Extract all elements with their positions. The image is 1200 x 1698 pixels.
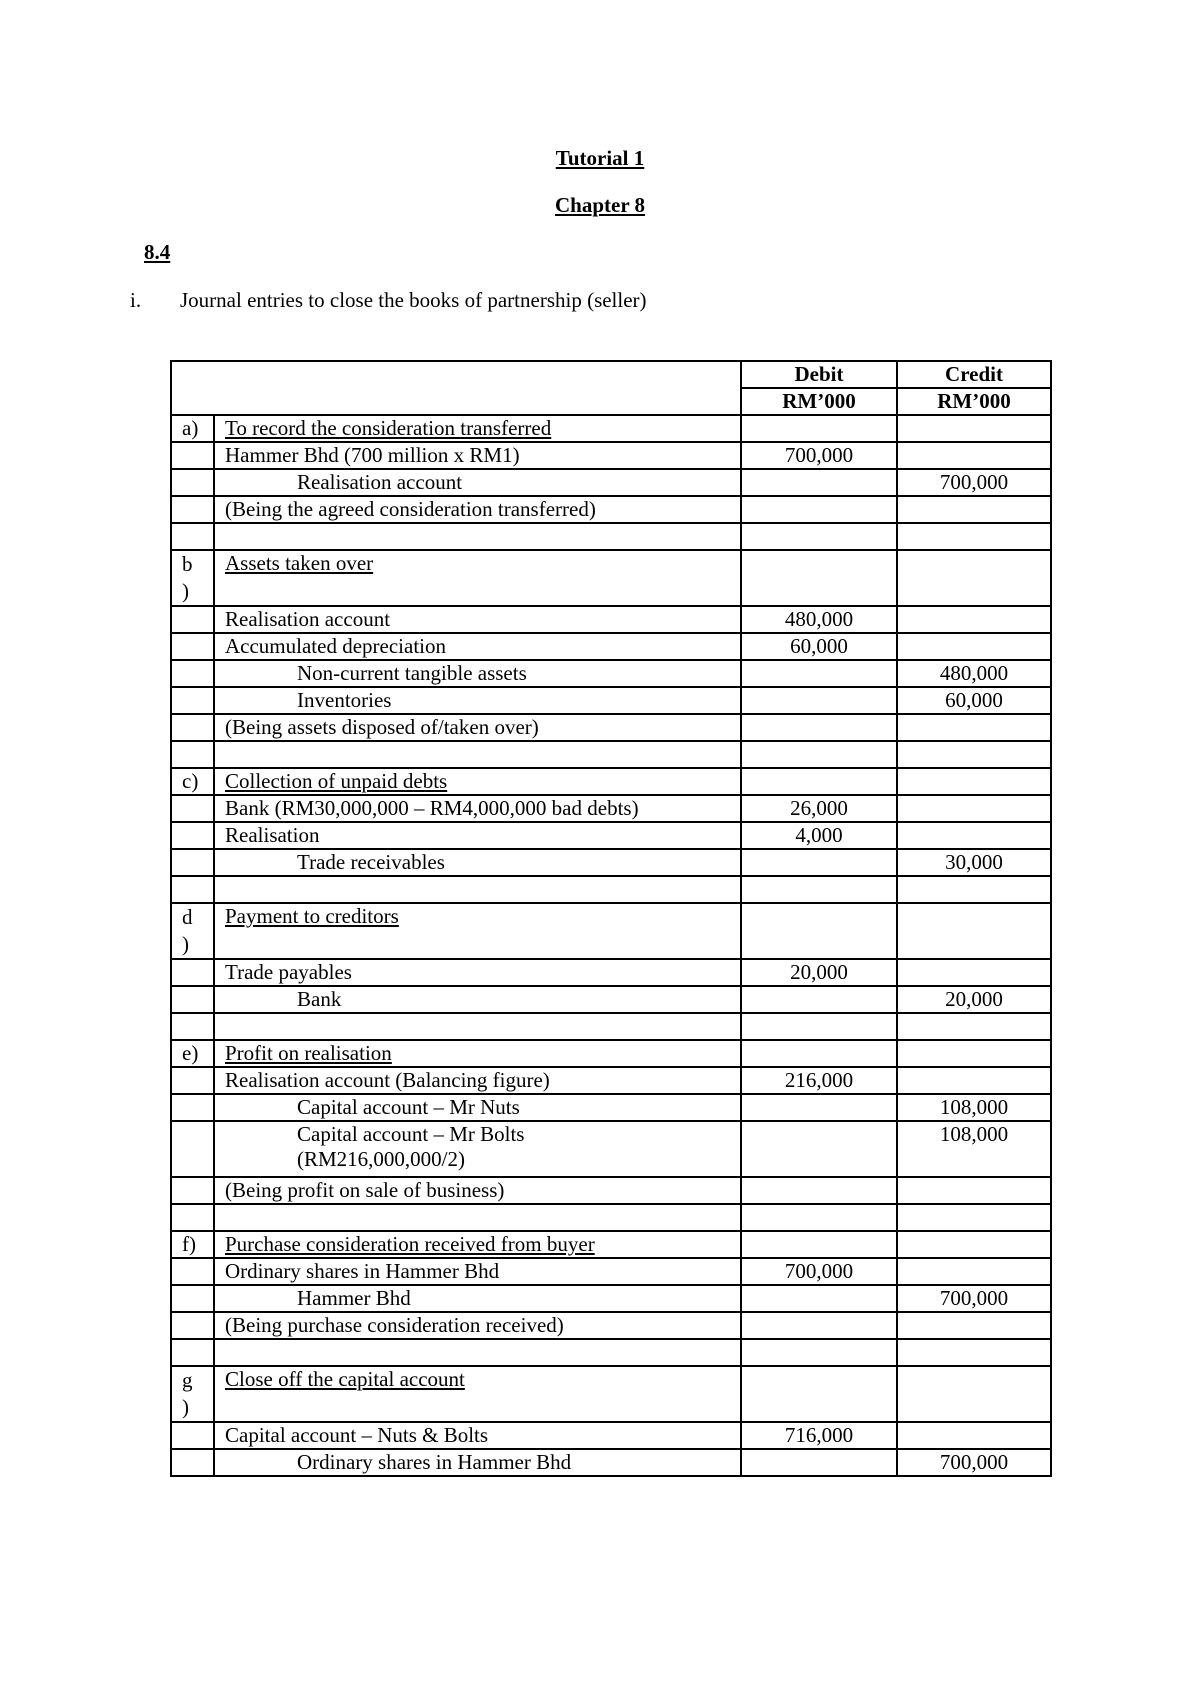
chapter-title: Chapter 8 — [554, 193, 646, 217]
debit-amount — [741, 1312, 897, 1339]
entry-label — [171, 1366, 214, 1422]
debit-amount: 20,000 — [741, 959, 897, 986]
section-number: 8.4 — [144, 240, 171, 264]
entry-description-text: Inventories — [297, 688, 392, 712]
entry-description-text: Accumulated depreciation — [225, 634, 446, 658]
debit-amount — [741, 1121, 897, 1177]
entry-description — [214, 550, 741, 606]
entry-description-text: (Being purchase consideration received) — [225, 1313, 564, 1337]
entry-description — [214, 1285, 741, 1312]
credit-amount: 480,000 — [897, 660, 1051, 687]
entry-description — [214, 903, 741, 959]
entry-description — [214, 1177, 741, 1204]
credit-amount — [897, 633, 1051, 660]
entry-label — [171, 523, 214, 550]
entry-label — [171, 876, 214, 903]
credit-amount: 700,000 — [897, 469, 1051, 496]
entry-description — [214, 1312, 741, 1339]
entry-label — [171, 1339, 214, 1366]
entry-description — [214, 768, 741, 795]
debit-amount — [741, 849, 897, 876]
debit-amount — [741, 550, 897, 606]
credit-amount: 700,000 — [897, 1449, 1051, 1476]
debit-amount: 700,000 — [741, 442, 897, 469]
credit-amount: 700,000 — [897, 1285, 1051, 1312]
entry-description-text: Capital account – Mr Nuts — [297, 1095, 520, 1119]
credit-amount — [897, 1339, 1051, 1366]
question-roman: i. — [130, 288, 142, 312]
debit-header: Debit — [741, 361, 897, 388]
debit-amount — [741, 986, 897, 1013]
entry-description — [214, 1121, 741, 1177]
journal-row — [171, 469, 1051, 496]
credit-amount — [897, 1204, 1051, 1231]
entry-description — [214, 822, 741, 849]
entry-description — [214, 606, 741, 633]
entry-label — [171, 741, 214, 768]
journal-row — [171, 1013, 1051, 1040]
entry-description-text: Bank — [297, 987, 342, 1011]
debit-amount: 716,000 — [741, 1422, 897, 1449]
entry-label — [171, 687, 214, 714]
entry-label-text: g ) — [182, 1368, 193, 1419]
entry-label — [171, 903, 214, 959]
debit-amount: 216,000 — [741, 1067, 897, 1094]
entry-description — [214, 959, 741, 986]
credit-amount — [897, 768, 1051, 795]
credit-amount — [897, 822, 1051, 849]
entry-label — [171, 660, 214, 687]
credit-amount — [897, 741, 1051, 768]
journal-row — [171, 1285, 1051, 1312]
debit-amount — [741, 903, 897, 959]
journal-row — [171, 660, 1051, 687]
credit-amount: 60,000 — [897, 687, 1051, 714]
journal-row — [171, 415, 1051, 442]
entry-label-text: b ) — [182, 552, 193, 603]
entry-description-text: Realisation — [225, 823, 320, 847]
journal-row — [171, 986, 1051, 1013]
entry-label — [171, 849, 214, 876]
journal-row — [171, 442, 1051, 469]
journal-body — [171, 415, 1051, 1476]
credit-amount: 30,000 — [897, 849, 1051, 876]
journal-row — [171, 903, 1051, 959]
debit-amount — [741, 469, 897, 496]
tutorial-title: Tutorial 1 — [555, 146, 645, 170]
credit-amount: 108,000 — [897, 1094, 1051, 1121]
journal-row — [171, 550, 1051, 606]
entry-label — [171, 606, 214, 633]
debit-amount: 4,000 — [741, 822, 897, 849]
entry-description-text: (Being assets disposed of/taken over) — [225, 715, 539, 739]
entry-description — [214, 523, 741, 550]
credit-amount — [897, 1067, 1051, 1094]
journal-table — [170, 360, 1052, 1477]
debit-amount — [741, 1339, 897, 1366]
entry-description-text: To record the consideration transferred — [225, 416, 552, 440]
credit-amount — [897, 1013, 1051, 1040]
entry-label — [171, 1121, 214, 1177]
entry-label — [171, 1285, 214, 1312]
entry-description-text: Realisation account — [297, 470, 463, 494]
journal-row — [171, 1422, 1051, 1449]
journal-row — [171, 1094, 1051, 1121]
entry-description-text: (Being profit on sale of business) — [225, 1178, 505, 1202]
credit-amount: 108,000 — [897, 1121, 1051, 1177]
header-blank-cell — [171, 361, 741, 415]
debit-amount — [741, 1449, 897, 1476]
credit-amount — [897, 1366, 1051, 1422]
entry-description-text: Non-current tangible assets — [297, 661, 527, 685]
credit-amount — [897, 606, 1051, 633]
entry-description-text: Hammer Bhd (700 million x RM1) — [225, 443, 520, 467]
entry-label — [171, 959, 214, 986]
question-intro — [130, 288, 647, 313]
entry-label: f) — [171, 1231, 214, 1258]
entry-description-text: Assets taken over — [225, 551, 374, 575]
debit-amount — [741, 1094, 897, 1121]
journal-row — [171, 496, 1051, 523]
credit-amount — [897, 714, 1051, 741]
debit-amount — [741, 714, 897, 741]
entry-label — [171, 496, 214, 523]
journal-row — [171, 768, 1051, 795]
journal-row — [171, 822, 1051, 849]
entry-description — [214, 442, 741, 469]
entry-description-note: (RM216,000,000/2) — [297, 1147, 465, 1171]
debit-amount — [741, 1013, 897, 1040]
journal-row — [171, 523, 1051, 550]
question-text: Journal entries to close the books of partnership (seller) — [180, 288, 647, 312]
journal-row — [171, 1366, 1051, 1422]
entry-description — [214, 714, 741, 741]
entry-description-text: Hammer Bhd — [297, 1286, 411, 1310]
entry-description — [214, 660, 741, 687]
credit-amount — [897, 1422, 1051, 1449]
entry-label — [171, 986, 214, 1013]
journal-row — [171, 1177, 1051, 1204]
credit-amount — [897, 496, 1051, 523]
credit-amount — [897, 1258, 1051, 1285]
header-row — [171, 361, 1051, 388]
journal-row — [171, 1231, 1051, 1258]
entry-label — [171, 795, 214, 822]
entry-label — [171, 822, 214, 849]
debit-amount — [741, 1366, 897, 1422]
entry-description-text: Collection of unpaid debts — [225, 769, 448, 793]
entry-description — [214, 496, 741, 523]
journal-row — [171, 714, 1051, 741]
entry-description — [214, 1067, 741, 1094]
credit-amount — [897, 442, 1051, 469]
credit-amount — [897, 523, 1051, 550]
credit-amount — [897, 415, 1051, 442]
entry-description — [214, 1013, 741, 1040]
debit-amount — [741, 741, 897, 768]
entry-description — [214, 633, 741, 660]
entry-label — [171, 1312, 214, 1339]
credit-amount: 20,000 — [897, 986, 1051, 1013]
entry-description — [214, 741, 741, 768]
debit-amount — [741, 660, 897, 687]
entry-description — [214, 876, 741, 903]
entry-label — [171, 1204, 214, 1231]
entry-description — [214, 1339, 741, 1366]
journal-row — [171, 795, 1051, 822]
debit-amount — [741, 523, 897, 550]
credit-amount — [897, 1177, 1051, 1204]
journal-row — [171, 741, 1051, 768]
credit-amount — [897, 959, 1051, 986]
entry-description-text: Trade receivables — [297, 850, 445, 874]
entry-description — [214, 849, 741, 876]
journal-row — [171, 1258, 1051, 1285]
credit-amount — [897, 1231, 1051, 1258]
journal-row — [171, 959, 1051, 986]
entry-label — [171, 633, 214, 660]
entry-label — [171, 550, 214, 606]
entry-label: e) — [171, 1040, 214, 1067]
debit-amount: 60,000 — [741, 633, 897, 660]
entry-description-text: Ordinary shares in Hammer Bhd — [297, 1450, 572, 1474]
debit-amount — [741, 1231, 897, 1258]
debit-amount — [741, 687, 897, 714]
entry-label — [171, 469, 214, 496]
journal-row — [171, 1067, 1051, 1094]
entry-description-text: Realisation account (Balancing figure) — [225, 1068, 550, 1092]
entry-description — [214, 1204, 741, 1231]
entry-description-text: Purchase consideration received from buyer — [225, 1232, 595, 1256]
credit-unit: RM’000 — [897, 388, 1051, 415]
debit-amount — [741, 496, 897, 523]
debit-amount — [741, 1204, 897, 1231]
journal-row — [171, 1204, 1051, 1231]
entry-description — [214, 1231, 741, 1258]
credit-amount — [897, 1040, 1051, 1067]
entry-label — [171, 1422, 214, 1449]
entry-label — [171, 1258, 214, 1285]
entry-label: a) — [171, 415, 214, 442]
entry-description — [214, 469, 741, 496]
debit-amount: 480,000 — [741, 606, 897, 633]
debit-amount — [741, 415, 897, 442]
journal-row — [171, 687, 1051, 714]
credit-amount — [897, 550, 1051, 606]
entry-description-text: Bank (RM30,000,000 – RM4,000,000 bad debts) — [225, 796, 639, 820]
journal-row — [171, 633, 1051, 660]
entry-label — [171, 1449, 214, 1476]
entry-label — [171, 1094, 214, 1121]
journal-row — [171, 1040, 1051, 1067]
debit-amount — [741, 1040, 897, 1067]
debit-amount — [741, 768, 897, 795]
credit-header: Credit — [897, 361, 1051, 388]
entry-description — [214, 1449, 741, 1476]
entry-description-text: Capital account – Nuts & Bolts — [225, 1423, 489, 1447]
debit-amount: 700,000 — [741, 1258, 897, 1285]
journal-row — [171, 1312, 1051, 1339]
entry-description — [214, 1366, 741, 1422]
entry-label — [171, 1013, 214, 1040]
credit-amount — [897, 1312, 1051, 1339]
entry-description-text: Close off the capital account — [225, 1367, 465, 1391]
entry-description — [214, 795, 741, 822]
entry-description — [214, 1422, 741, 1449]
entry-description-text: Trade payables — [225, 960, 352, 984]
debit-amount — [741, 1285, 897, 1312]
journal-row — [171, 606, 1051, 633]
credit-amount — [897, 795, 1051, 822]
entry-description — [214, 687, 741, 714]
entry-label — [171, 1177, 214, 1204]
entry-label — [171, 442, 214, 469]
journal-row — [171, 1121, 1051, 1177]
debit-amount: 26,000 — [741, 795, 897, 822]
credit-amount — [897, 903, 1051, 959]
debit-amount — [741, 876, 897, 903]
journal-row — [171, 1339, 1051, 1366]
entry-label — [171, 714, 214, 741]
credit-amount — [897, 876, 1051, 903]
entry-description — [214, 986, 741, 1013]
entry-description — [214, 1258, 741, 1285]
entry-label-text: d ) — [182, 905, 193, 956]
debit-amount — [741, 1177, 897, 1204]
debit-unit: RM’000 — [741, 388, 897, 415]
entry-description-text: Realisation account — [225, 607, 391, 631]
entry-description — [214, 1094, 741, 1121]
entry-description-text: (Being the agreed consideration transferred) — [225, 497, 596, 521]
journal-row — [171, 876, 1051, 903]
entry-label: c) — [171, 768, 214, 795]
entry-description-text: Payment to creditors — [225, 904, 399, 928]
entry-description-text: Ordinary shares in Hammer Bhd — [225, 1259, 500, 1283]
entry-description-text: Capital account – Mr Bolts — [297, 1122, 525, 1146]
journal-row — [171, 849, 1051, 876]
entry-description — [214, 415, 741, 442]
entry-label — [171, 1067, 214, 1094]
entry-description — [214, 1040, 741, 1067]
entry-description-text: Profit on realisation — [225, 1041, 392, 1065]
journal-row — [171, 1449, 1051, 1476]
